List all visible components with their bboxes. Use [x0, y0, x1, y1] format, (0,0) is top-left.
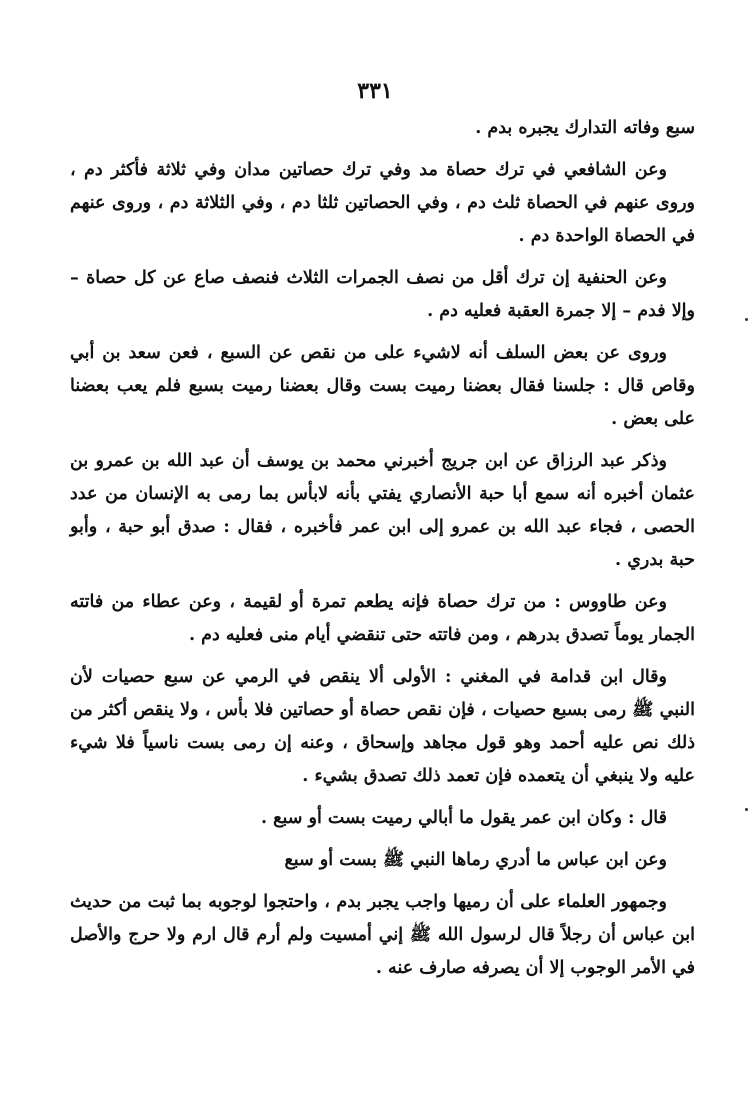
paragraph-ibn-qudama: وقال ابن قدامة في المغني : الأولى ألا ينقص في الرمي عن سبع حصيات لأن النبي ﷺ رمى بسبع حصيات ، فإن نقص حصاة أو حصاتين فلا بأس ، ولا ينقص أكثر من ذلك نص عليه أحمد وهو قول مجاهد وإسحاق ، وعنه إن رمى بست ناسياً فلا شيء عليه ولا ينبغي أن يتعمده فإن تعمد ذلك تصدق بشيء .	[70, 667, 695, 786]
paragraph-jumhur: وجمهور العلماء على أن رميها واجب يجبر بدم ، واحتجوا لوجوبه بما ثبت من حديث ابن عباس أن رجلاً قال لرسول الله ﷺ إني أمسيت ولم أرم قال ارم ولا حرج والأصل في الأمر الوجوب إلا أن يصرفه صارف عنه .	[70, 892, 695, 978]
paragraph-abd-al-razzaq: وذكر عبد الرزاق عن ابن جريج أخبرني محمد بن يوسف أن عبد الله بن عمرو بن عثمان أخبره أنه سمع أبا حبة الأنصاري يفتي بأنه لابأس بما رمى به الإنسان من عدد الحصى ، فجاء عبد الله بن عمرو إلى ابن عمر فأخبره ، فقال : صدق أبو حبة ، وأبو حبة بدري .	[70, 451, 695, 570]
paragraph-shafii: وعن الشافعي في ترك حصاة مد وفي ترك حصاتين مدان وفي ثلاثة فأكثر دم ، وروى عنهم في الحصاة ثلث دم ، وفي الحصاتين ثلثا دم ، وفي الثلاثة دم ، وروى عنهم في الحصاة الواحدة دم .	[70, 160, 695, 246]
scan-edge-mark	[745, 808, 748, 811]
paragraph-tawus: وعن طاووس : من ترك حصاة فإنه يطعم تمرة أو لقيمة ، وعن عطاء من فاتته الجمار يوماً تصدق بدرهم ، ومن فاتته حتى تنقضي أيام منى فعليه دم .	[70, 592, 695, 645]
page-number: ٣٣١	[357, 78, 393, 104]
paragraph-ibn-abbas: وعن ابن عباس ما أدري رماها النبي ﷺ بست أو سبع	[284, 850, 667, 870]
paragraph-hanafiyya: وعن الحنفية إن ترك أقل من نصف الجمرات الثلاث فنصف صاع عن كل حصاة – وإلا فدم – إلا جمرة العقبة فعليه دم .	[70, 268, 695, 321]
main-text	[70, 112, 695, 994]
scan-edge-mark	[745, 318, 748, 321]
paragraph-continuation: سبع وفاته التدارك يجبره بدم .	[475, 118, 695, 138]
paragraph-salaf: وروى عن بعض السلف أنه لاشيء على من نقص عن السبع ، فعن سعد بن أبي وقاص قال : جلسنا فقال بعضنا رميت بست وقال بعضنا رميت بسبع فلم يعب بعضنا على بعض .	[70, 343, 695, 429]
paragraph-ibn-umar: قال : وكان ابن عمر يقول ما أبالي رميت بست أو سبع .	[260, 808, 667, 828]
